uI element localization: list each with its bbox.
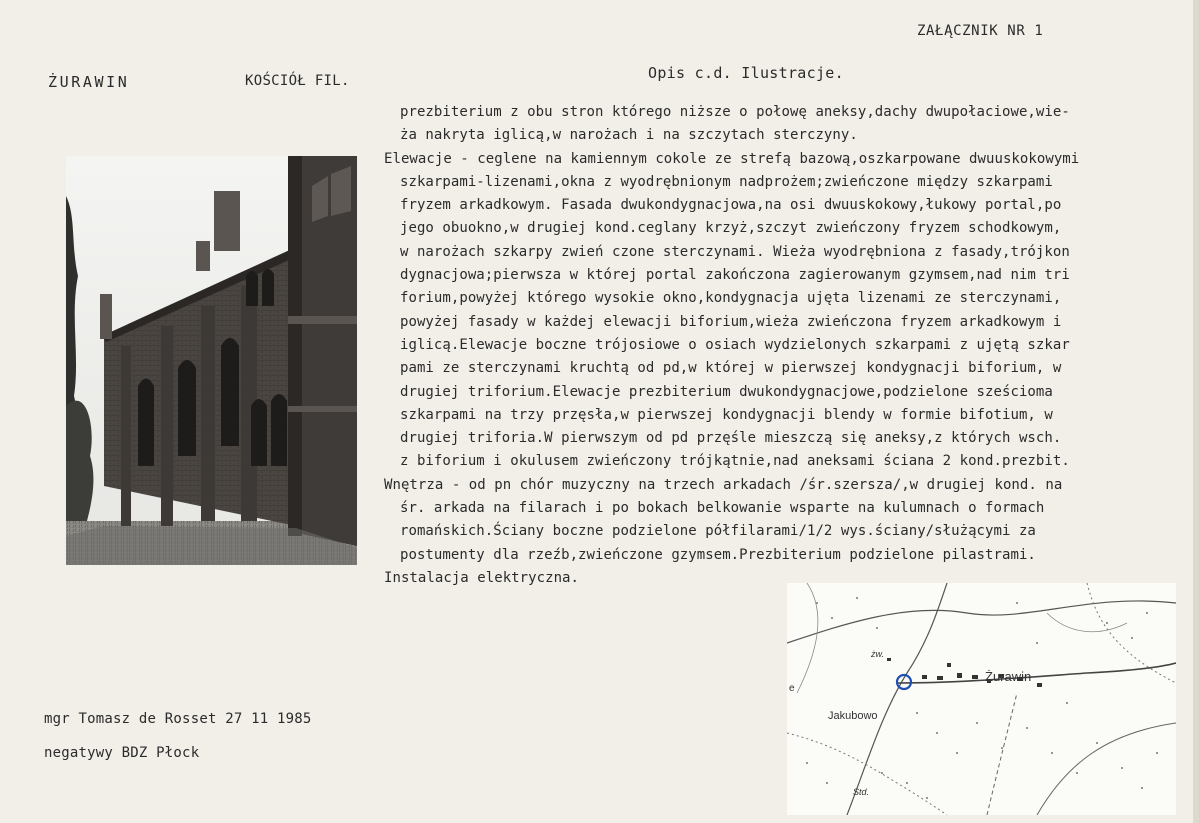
text-line: Elewacje - ceglene na kamiennym cokole ze strefą bazową,oszkarpowane dwuuskokowymi (384, 150, 1080, 167)
text-line: prezbiterium z obu stron którego niższe o połowę aneksy,dachy dwupołaciowe,wie- (400, 104, 1070, 120)
text-line: ża nakryta iglicą,w narożach i na szczytach sterczyny. (400, 127, 858, 144)
map-label-small: żw. (871, 649, 885, 659)
map-label-small: Std. (853, 787, 870, 797)
section-title: Opis c.d. Ilustracje. (648, 64, 844, 82)
text-line: Instalacja elektryczna. (384, 569, 580, 586)
text-line: w narożach szkarpy zwień czone sterczynami. Wieża wyodrębniona z fasady,trójkon (400, 243, 1070, 260)
text-line: postumenty dla rzeźb,zwieńczone gzymsem.Prezbiterium podzielone pilastrami. (400, 546, 1036, 563)
text-line: szkarpami-lizenami,okna z wyodrębnionym nadprożem;zwieńczone między szkarpami (400, 173, 1053, 190)
author-line: mgr Tomasz de Rosset 27 11 1985 (44, 711, 312, 727)
place-name: ŻURAWIN (48, 73, 130, 91)
negatives-line: negatywy BDZ Płock (44, 745, 200, 761)
text-line: fryzem arkadkowym. Fasada dwukondygnacjowa,na osi dwuuskokowy,łukowy portal,po (400, 197, 1062, 214)
object-name: KOŚCIÓŁ FIL. (245, 73, 350, 89)
church-photo-drawing (66, 156, 357, 565)
text-line: szkarpami na trzy przęsła,w pierwszej kondygnacji blendy w formie bifotium, w (400, 406, 1053, 423)
text-line: iglicą.Elewacje boczne trójosiowe o osiach wydzielonych szkarpami z ujętą szkar (400, 336, 1070, 353)
church-photo (66, 156, 357, 565)
map-drawing (787, 583, 1176, 815)
text-line: Wnętrza - od pn chór muzyczny na trzech arkadach /śr.szersza/,w drugiej kond. na (384, 476, 1063, 493)
text-line: drugiej triforium.Elewacje prezbiterium dwukondygnacjowe,podzielone sześcioma (400, 383, 1053, 400)
annex-number: ZAŁĄCZNIK NR 1 (917, 23, 1044, 39)
description-text (384, 101, 1196, 590)
location-map (787, 583, 1176, 815)
map-label-village: Jakubowo (828, 710, 878, 722)
map-label-small: e (789, 683, 795, 694)
text-line: dygnacjowa;pierwsza w której portal zakończona zagierowanym gzymsem,nad nim tri (400, 267, 1070, 284)
text-line: forium,powyżej którego wysokie okno,kondygnacja ujęta lizenami ze sterczynami, (400, 290, 1062, 307)
text-line: romańskich.Ściany boczne podzielone półfilarami/1/2 wys.ściany/służącymi za (400, 523, 1036, 540)
text-line: drugiej triforia.W pierwszym od pd przęśle mieszczą się aneksy,z których wsch. (400, 430, 1062, 447)
text-line: pami ze sterczynami kruchtą od pd,w której w pierwszej kondygnacji biforium, w (400, 360, 1062, 377)
text-line: śr. arkada na filarach i po bokach belkowanie wsparte na kulumnach o formach (400, 500, 1045, 517)
text-line: jego obuokno,w drugiej kond.ceglany krzyż,szczyt zwieńczony fryzem schodkowym, (400, 220, 1062, 237)
text-line: z biforium i okulusem zwieńczony trójkątnie,nad aneksami ściana 2 kond.prezbit. (400, 453, 1070, 470)
text-line: powyżej fasady w każdej elewacji biforium,wieża zwieńczona fryzem arkadkowym i (400, 313, 1062, 330)
map-label-town: Żurawin (985, 669, 1032, 684)
